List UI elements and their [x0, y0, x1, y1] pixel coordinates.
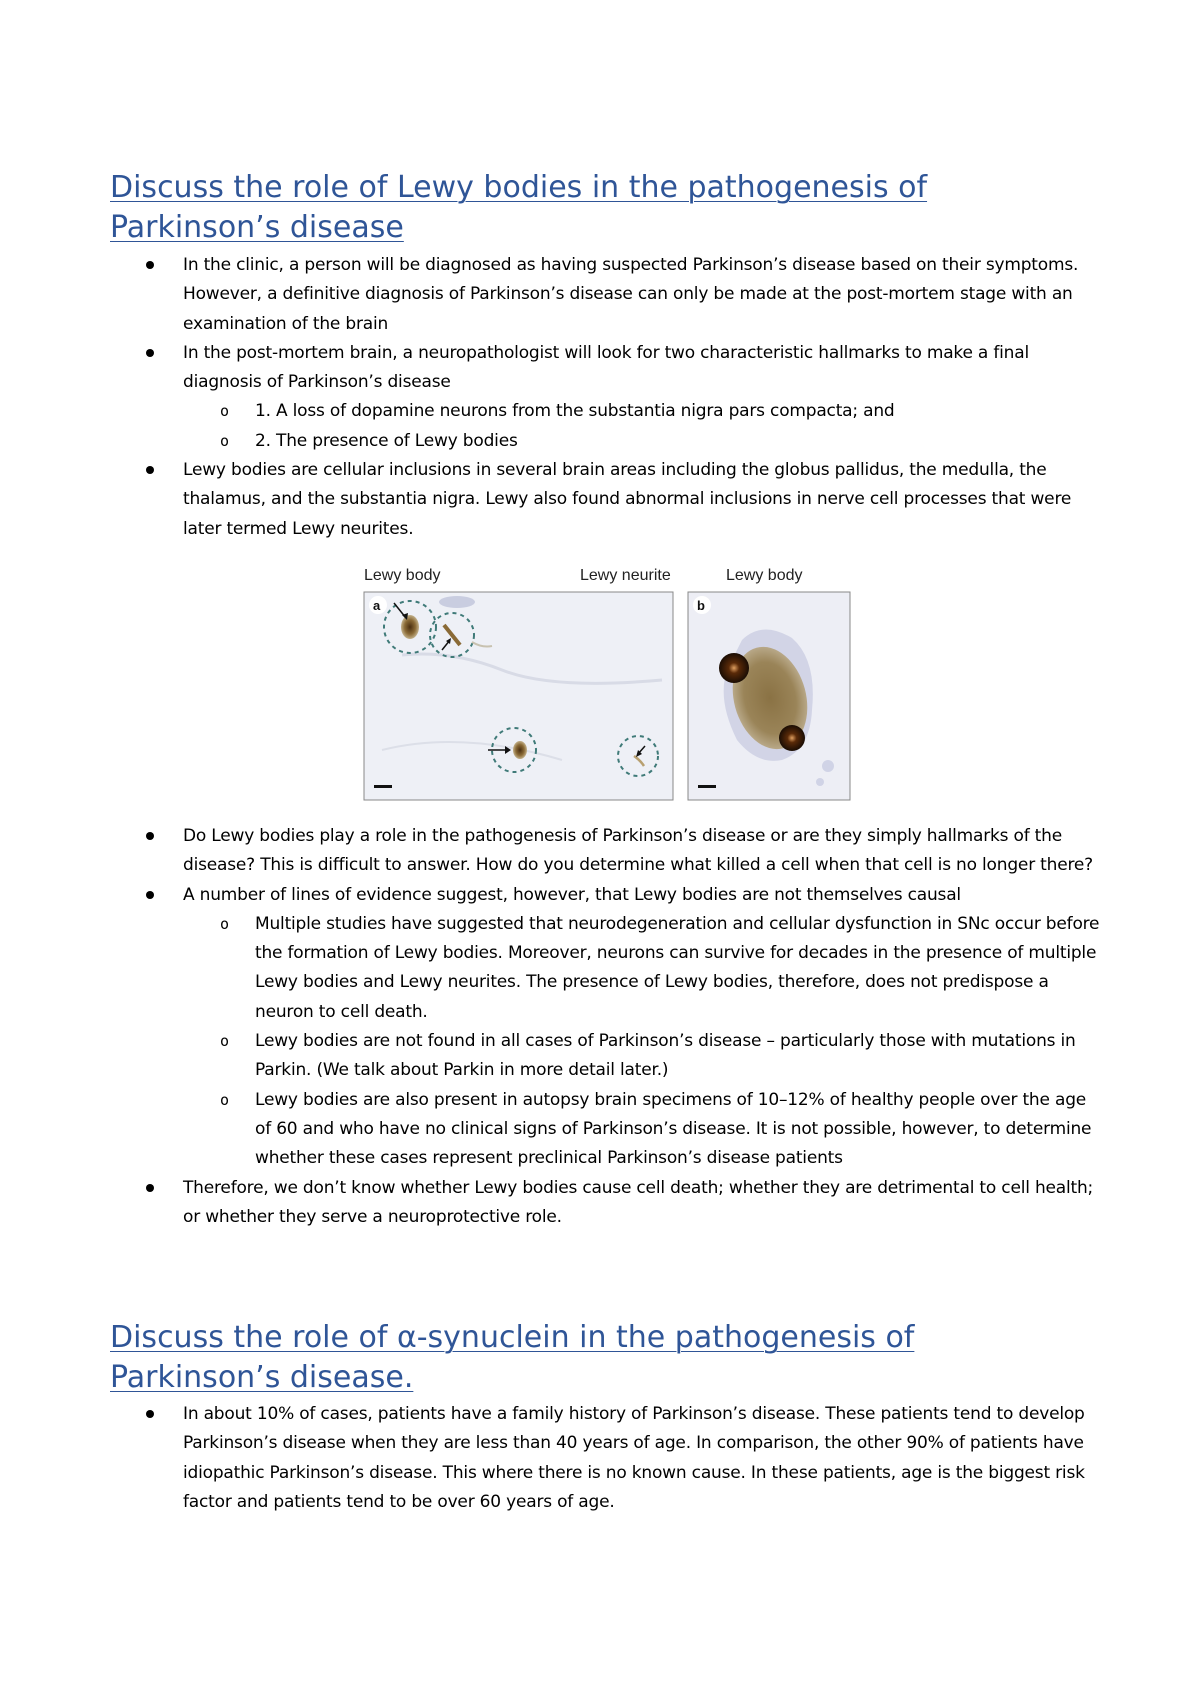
- section-2-heading-line-1: Discuss the role of α-synuclein in the pathogenesis of: [110, 1320, 915, 1355]
- scale-bar-a: [374, 785, 392, 788]
- list-item: In the post-mortem brain, a neuropathologist will look for two characteristic hallmarks to make a final diagnosis of Parkinson’s disease: [110, 339, 1100, 398]
- sub-list-item: o Lewy bodies are also present in autopsy brain specimens of 10–12% of healthy people over the age of 60 and who have no clinical signs of Parkinson’s disease. It is not possible, however, to determine whether these cases represent preclinical Parkinson’s disease patients: [110, 1086, 1100, 1174]
- lewy-body-dark-1: [719, 653, 749, 683]
- sub-list-item: o 1. A loss of dopamine neurons from the substantia nigra pars compacta; and: [110, 397, 1100, 426]
- panel-b: [688, 592, 850, 800]
- section-1-heading-line-2: Parkinson’s disease: [110, 210, 404, 245]
- micrograph-image: [362, 560, 852, 805]
- list-item: Therefore, we don’t know whether Lewy bodies cause cell death; whether they are detrimental to cell health; or whether they serve a neuroprotective role.: [110, 1174, 1100, 1233]
- sub-list-item: o Lewy bodies are not found in all cases of Parkinson’s disease – particularly those with mutations in Parkin. (We talk about Parkin in more detail later.): [110, 1027, 1100, 1086]
- panel-a-label: a: [373, 598, 381, 613]
- scale-bar-b: [698, 785, 716, 788]
- list-item: Lewy bodies are cellular inclusions in several brain areas including the globus pallidus, the medulla, the thalamus, and the substantia nigra. Lewy also found abnormal inclusions in nerve cell processes that were later termed Lewy neurites.: [110, 456, 1100, 544]
- list-item: In the clinic, a person will be diagnosed as having suspected Parkinson’s disease based on their symptoms. However, a definitive diagnosis of Parkinson’s disease can only be made at the post-mortem stage with an examination of the brain: [110, 251, 1100, 339]
- label-lewy-body-left: Lewy body: [364, 567, 441, 584]
- section-1-heading: [110, 168, 1090, 248]
- section-1-list-top: [110, 251, 1100, 544]
- list-item: Do Lewy bodies play a role in the pathogenesis of Parkinson’s disease or are they simply hallmarks of the disease? This is difficult to answer. How do you determine what killed a cell when that cell is no longer there?: [110, 822, 1100, 881]
- lewy-body-dark-2: [779, 725, 805, 751]
- section-1-heading-line-1: Discuss the role of Lewy bodies in the pathogenesis of: [110, 170, 928, 205]
- section-2-heading: [110, 1318, 1090, 1398]
- list-item: A number of lines of evidence suggest, however, that Lewy bodies are not themselves causal: [110, 881, 1100, 910]
- panel-b-label: b: [697, 598, 705, 613]
- section-1-list-bottom: [110, 822, 1100, 1232]
- section-2-heading-line-2: Parkinson’s disease.: [110, 1360, 414, 1395]
- sub-list-item: o Multiple studies have suggested that neurodegeneration and cellular dysfunction in SNc occur before the formation of Lewy bodies. Moreover, neurons can survive for decades in the presence of multiple Lewy bodies and Lewy neurites. The presence of Lewy bodies, therefore, does not predispose a neuron to cell death.: [110, 910, 1100, 1027]
- list-item: In about 10% of cases, patients have a family history of Parkinson’s disease. These patients tend to develop Parkinson’s disease when they are less than 40 years of age. In comparison, the other 90% of patients have idiopathic Parkinson’s disease. This where there is no known cause. In these patients, age is the biggest risk factor and patients tend to be over 60 years of age.: [110, 1400, 1100, 1517]
- panel-a: [364, 592, 673, 800]
- label-lewy-body-right: Lewy body: [726, 567, 803, 584]
- lewy-body-figure: [362, 560, 852, 805]
- sub-list-item: o 2. The presence of Lewy bodies: [110, 427, 1100, 456]
- label-lewy-neurite: Lewy neurite: [580, 567, 671, 584]
- section-2-list: [110, 1400, 1100, 1517]
